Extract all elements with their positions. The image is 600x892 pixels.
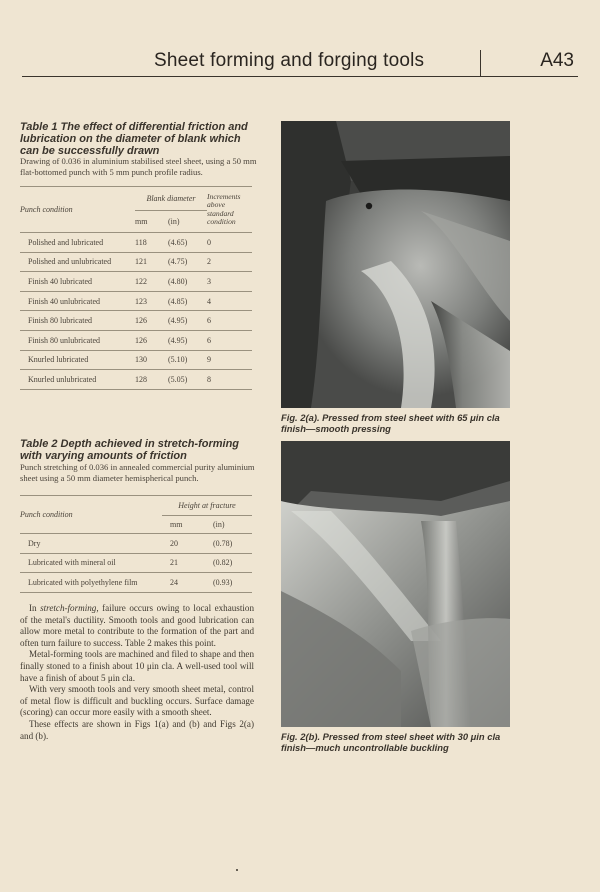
table2-cell-condition: Lubricated with polyethylene film [20,573,162,593]
table1-cell-inc: 9 [207,350,252,370]
header-divider [480,50,481,76]
table1-cell-in: (4.85) [164,291,207,311]
figure-2a-caption: Fig. 2(a). Pressed from steel sheet with 65 μin cla finish—smooth pressing [281,412,500,434]
table2-row [20,553,252,573]
body-p1-emphasis: stretch-forming, [40,603,99,613]
table2-cell-mm: 24 [162,573,209,593]
table1-cell-mm: 122 [135,272,164,292]
table2-header-row [20,496,252,516]
table1-cell-inc: 3 [207,272,252,292]
table1-cell-condition: Knurled unlubricated [20,370,135,390]
table2-cell-in: (0.82) [209,553,252,573]
table1-row [20,311,252,331]
table1-col-blank: Blank diameter [135,187,207,211]
table2-cell-mm: 20 [162,534,209,554]
page-title: Sheet forming and forging tools [154,50,425,71]
table1-cell-condition: Finish 80 lubricated [20,311,135,331]
body-text [20,603,254,742]
table2-cell-mm: 21 [162,553,209,573]
table1-row [20,350,252,370]
page-header [22,50,578,77]
table1-subcaption: Drawing of 0.036 in aluminium stabilised steel sheet, using a 50 mm flat-bottomed punch with 5 mm punch profile radius. [20,156,257,177]
table1-row [20,370,252,390]
figure-2b-image [281,441,510,727]
table1-cell-mm: 123 [135,291,164,311]
table1-row [20,330,252,350]
table1-cell-in: (4.95) [164,330,207,350]
table1-cell-in: (4.95) [164,311,207,331]
table1-cell-inc: 6 [207,330,252,350]
table1-cell-inc: 0 [207,233,252,253]
table1-cell-mm: 126 [135,330,164,350]
table1-caption: Table 1 The effect of differential friction and lubrication on the diameter of blank which can be successfully drawn [20,121,248,157]
table1-cell-inc: 4 [207,291,252,311]
table2-col-condition: Punch condition [20,496,162,534]
page-mark [236,869,238,871]
table2 [20,495,252,593]
table2-row [20,573,252,593]
figure-2a-image [281,121,510,408]
table2-col-height: Height at fracture [162,496,252,516]
table2-row [20,534,252,554]
table1-cell-in: (4.65) [164,233,207,253]
table1-cell-in: (5.05) [164,370,207,390]
table1-cell-condition: Polished and unlubricated [20,252,135,272]
table2-cell-in: (0.78) [209,534,252,554]
table1-row [20,291,252,311]
figure-2b-caption: Fig. 2(b). Pressed from steel sheet with 30 μin cla finish—much uncontrollable buckling [281,731,501,753]
table1-cell-condition: Finish 40 lubricated [20,272,135,292]
table1-col-increments: Increments above standard condition [207,187,252,233]
page-number: A43 [540,50,574,71]
body-p1-lead: In [29,603,41,613]
table1-cell-mm: 121 [135,252,164,272]
table1-col-mm: mm [135,217,148,226]
table1-cell-condition: Polished and lubricated [20,233,135,253]
body-p1-rest: failure occurs owing to local exhaustion of the metal's ductility. Smooth tools and good lubrication can allow more metal to contribute to the formation of the part and often turn failure to success. Table 2 makes this point. [20,603,254,648]
table1-cell-in: (4.80) [164,272,207,292]
table2-cell-in: (0.93) [209,573,252,593]
table1-cell-in: (5.10) [164,350,207,370]
table1-cell-in: (4.75) [164,252,207,272]
table1-cell-inc: 2 [207,252,252,272]
body-paragraph-1 [20,603,254,649]
body-paragraph-2: Metal-forming tools are machined and filed to shape and then finally stoned to a finish about 10 μin cla. A well-used tool will have a finish of about 5 μin cla. [20,649,254,683]
table1 [20,186,252,390]
table1-cell-mm: 118 [135,233,164,253]
table1-header-row [20,187,252,211]
table1-cell-condition: Knurled lubricated [20,350,135,370]
table1-row [20,272,252,292]
table2-caption: Table 2 Depth achieved in stretch-forming with varying amounts of friction [20,438,240,462]
table1-cell-condition: Finish 40 unlubricated [20,291,135,311]
table1-cell-mm: 128 [135,370,164,390]
table2-col-mm: mm [170,520,183,529]
table1-col-in: (in) [168,217,180,226]
table1-cell-condition: Finish 80 unlubricated [20,330,135,350]
table2-col-in: (in) [213,520,225,529]
table1-cell-inc: 6 [207,311,252,331]
body-paragraph-3: With very smooth tools and very smooth sheet metal, control of metal flow is difficult and buckling occurs. Surface damage (scoring) can occur more easily with a smooth sheet. [20,684,254,718]
table1-cell-mm: 126 [135,311,164,331]
table1-row [20,252,252,272]
figure-2a-photo [281,121,510,408]
table1-cell-inc: 8 [207,370,252,390]
table2-subcaption: Punch stretching of 0.036 in annealed commercial purity aluminium sheet using a 50 mm diameter hemispherical punch. [20,462,255,483]
table2-cell-condition: Dry [20,534,162,554]
table1-cell-mm: 130 [135,350,164,370]
figure-2b-photo [281,441,510,727]
table1-col-condition: Punch condition [20,187,135,233]
body-paragraph-4: These effects are shown in Figs 1(a) and (b) and Figs 2(a) and (b). [20,718,254,741]
table1-row [20,233,252,253]
table2-cell-condition: Lubricated with mineral oil [20,553,162,573]
